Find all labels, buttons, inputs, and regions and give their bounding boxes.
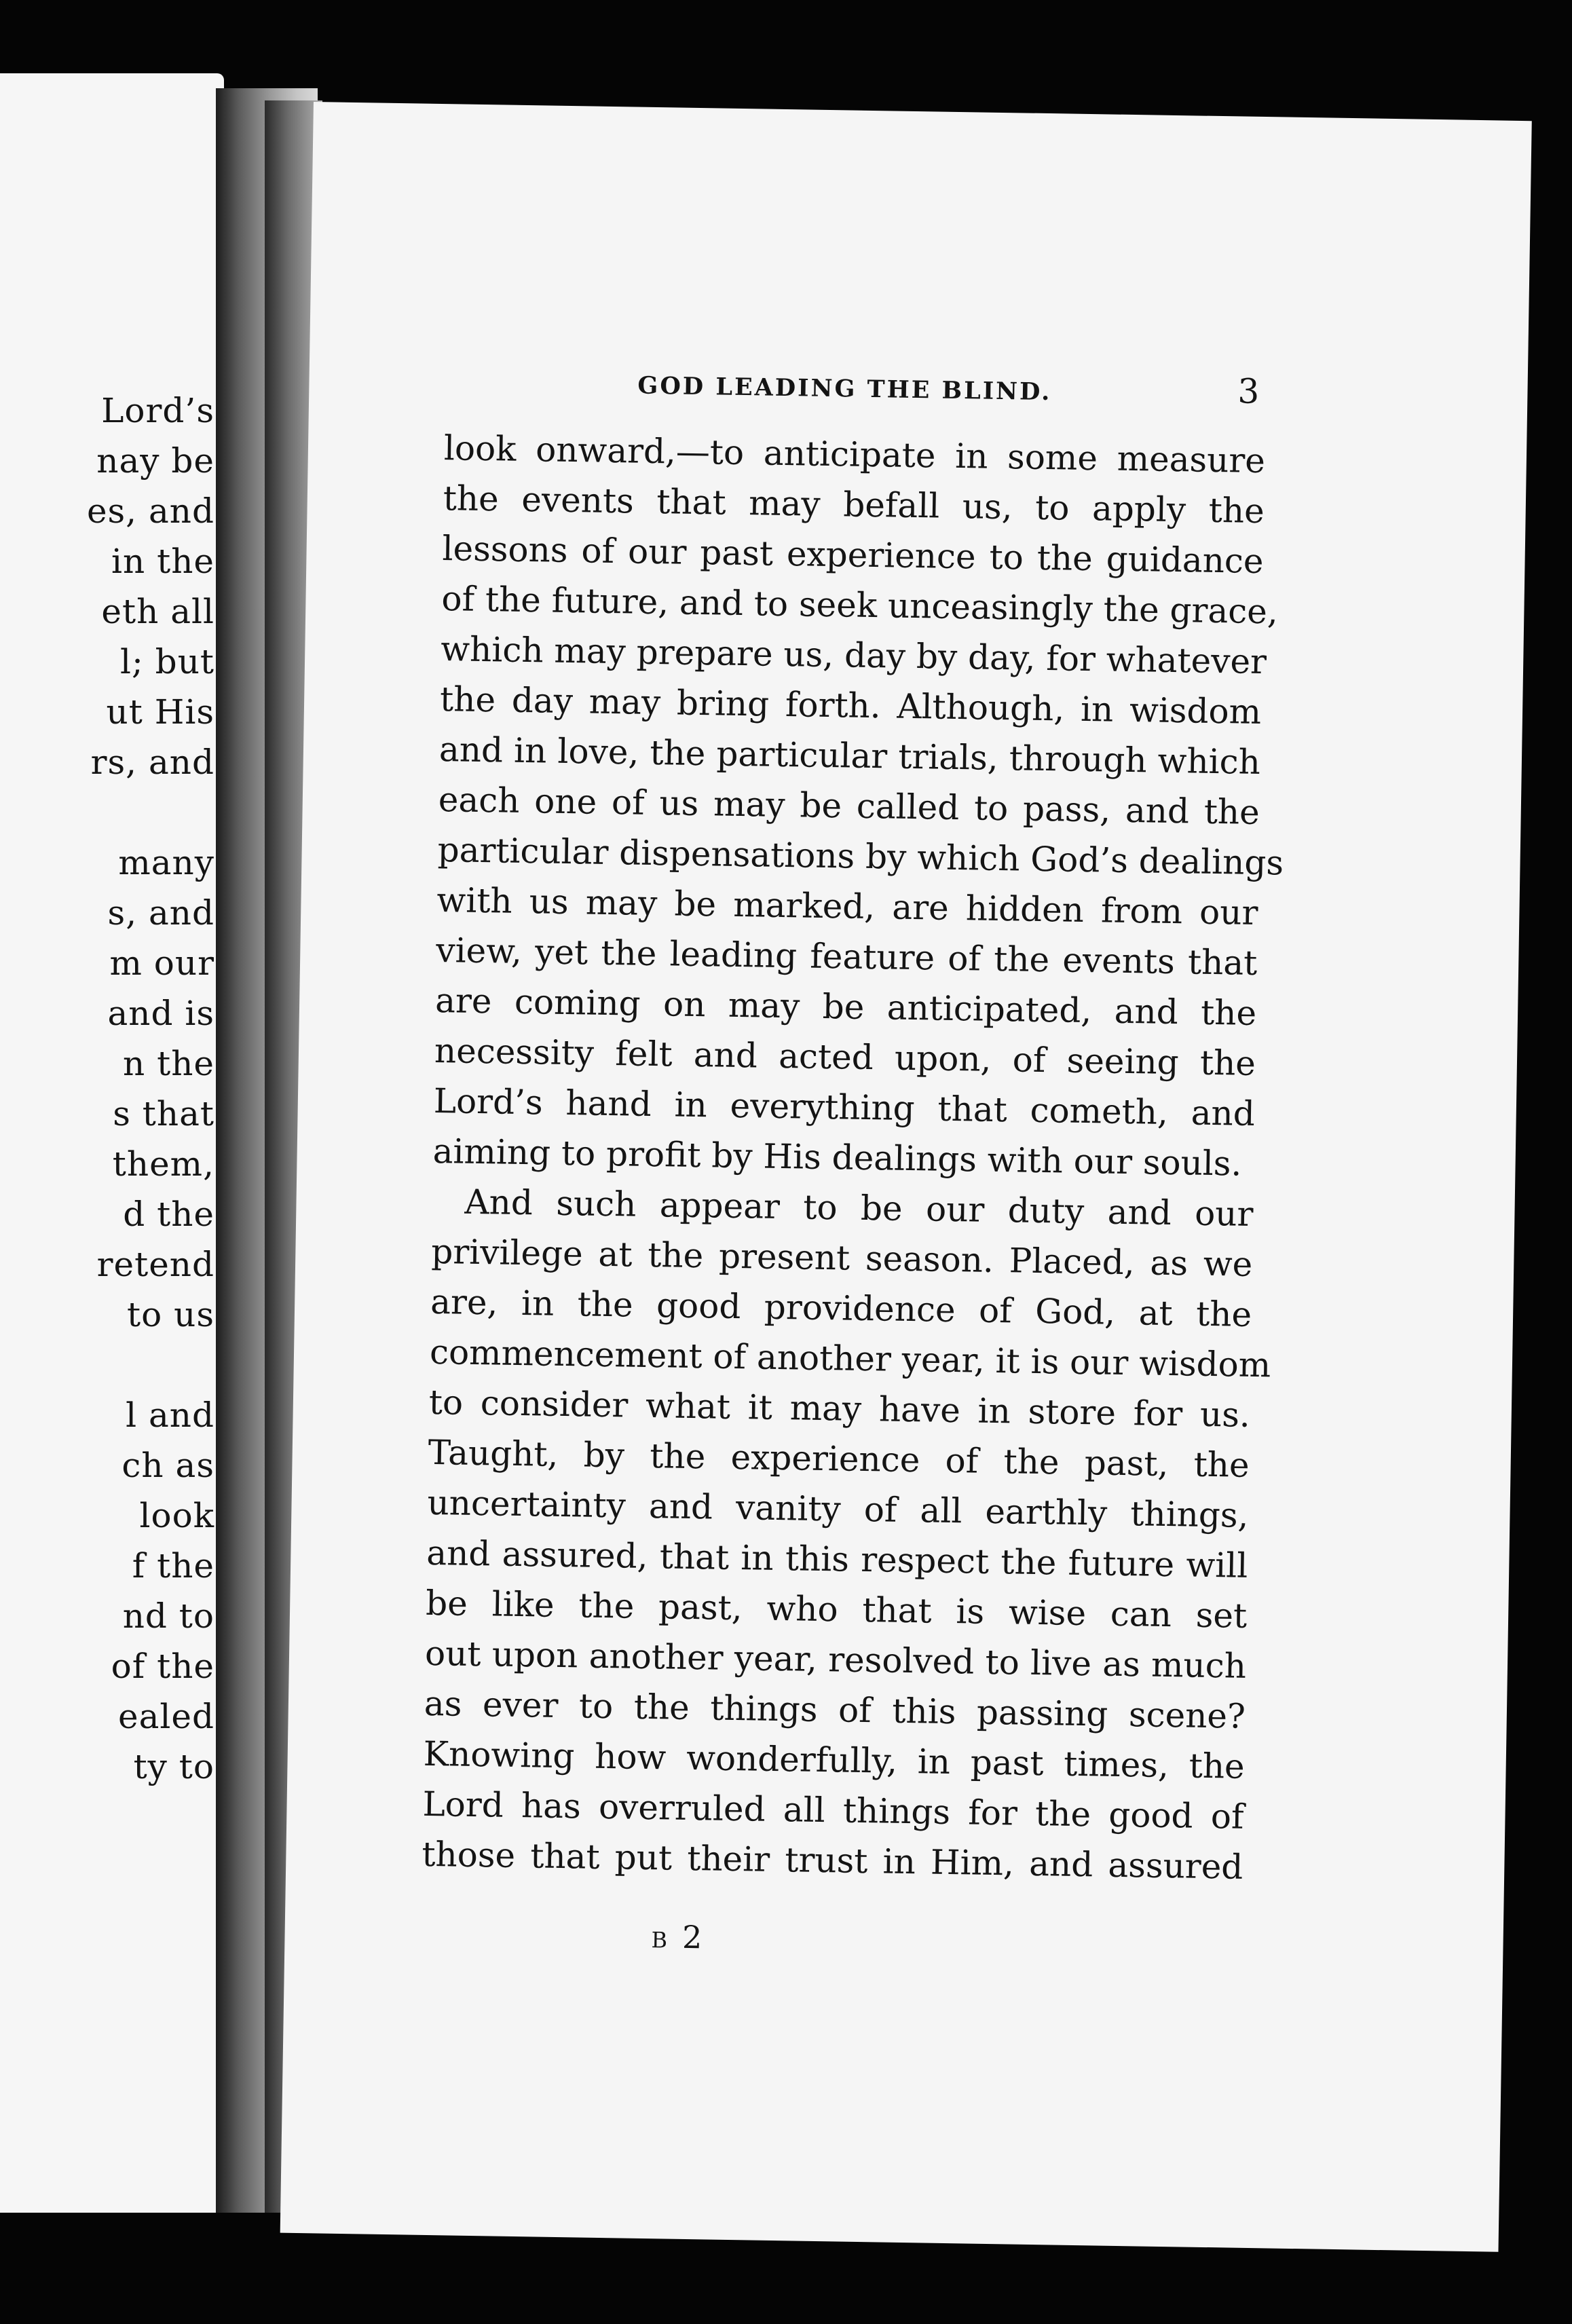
left-page-line: l and xyxy=(126,1395,214,1435)
text-line: and assured, that in this respect the future will xyxy=(426,1533,1248,1586)
text-line: look onward,—to anticipate in some measure xyxy=(443,428,1266,481)
text-line: the day may bring forth. Although, in wisdom xyxy=(439,679,1262,732)
left-page-line: nd to xyxy=(122,1596,214,1636)
signature-number: 2 xyxy=(681,1918,703,1956)
left-page-line: ch as xyxy=(121,1446,214,1485)
text-line: as ever to the things of this passing scene? xyxy=(424,1683,1246,1736)
text-line: the events that may befall us, to apply the xyxy=(443,479,1265,531)
left-page-line: many xyxy=(118,843,214,882)
text-line: Taught, by the experience of the past, the xyxy=(428,1432,1250,1485)
left-page-line: m our xyxy=(109,943,214,983)
text-line: are, in the good providence of God, at the xyxy=(430,1281,1252,1334)
text-line: Lord has overruled all things for the good of xyxy=(422,1784,1244,1837)
page-header xyxy=(309,353,1528,433)
left-page-line: s, and xyxy=(107,893,214,933)
text-line: are coming on may be anticipated, and the xyxy=(434,980,1257,1033)
text-line: out upon another year, resolved to live as much xyxy=(424,1633,1247,1686)
left-page-line: look xyxy=(139,1496,214,1535)
text-line: those that put their trust in Him, and assured xyxy=(422,1834,1243,1887)
left-page-line: them, xyxy=(112,1144,214,1184)
left-page-line: n the xyxy=(123,1044,214,1083)
left-page-line: eth all xyxy=(101,592,214,631)
left-page-line: ty to xyxy=(133,1747,214,1786)
left-page-line: ut His xyxy=(106,692,214,732)
text-line: necessity felt and acted upon, of seeing the xyxy=(434,1030,1256,1083)
signature-mark xyxy=(651,1918,703,1955)
text-line: of the future, and to seek unceasingly the grace, xyxy=(441,579,1279,632)
left-page-line: Lord’s xyxy=(101,391,214,430)
right-page xyxy=(280,102,1532,2252)
text-line: to consider what it may have in store for us. xyxy=(428,1382,1251,1435)
text-line: which may prepare us, day by day, for whatever xyxy=(440,629,1267,682)
running-head: GOD LEADING THE BLIND. xyxy=(637,371,1052,407)
left-page-line: and is xyxy=(107,994,214,1033)
text-line: aiming to profit by His dealings with our souls. xyxy=(432,1131,1242,1184)
text-line: Knowing how wonderfully, in past times, the xyxy=(423,1733,1246,1786)
text-line: commencement of another year, it is our wisdom xyxy=(429,1332,1271,1385)
body-text xyxy=(422,423,1284,1892)
left-page-line: in the xyxy=(111,542,214,581)
left-page-line: rs, and xyxy=(90,743,214,782)
text-line: with us may be marked, are hidden from our xyxy=(436,880,1258,933)
text-line: be like the past, who that is wise can set xyxy=(425,1583,1248,1636)
left-page-line: l; but xyxy=(119,642,214,681)
text-line: privilege at the present season. Placed, as we xyxy=(430,1231,1253,1284)
text-line: lessons of our past experience to the guidance xyxy=(442,529,1264,582)
left-page-line: to us xyxy=(127,1295,214,1334)
page-number: 3 xyxy=(1237,371,1260,411)
left-page-line: es, and xyxy=(86,491,214,531)
left-page-line: retend xyxy=(96,1245,214,1284)
text-line: particular dispensations by which God’s dealings xyxy=(437,830,1284,883)
left-page-line: nay be xyxy=(96,441,214,481)
left-page xyxy=(0,73,224,2213)
left-page-line: d the xyxy=(123,1195,214,1234)
left-page-line: s that xyxy=(113,1094,214,1133)
signature-letter: B xyxy=(651,1927,668,1953)
left-page-line: f the xyxy=(132,1546,214,1586)
text-line: and in love, the particular trials, through which xyxy=(438,730,1261,783)
text-line: each one of us may be called to pass, and the xyxy=(438,780,1260,833)
text-line: Lord’s hand in everything that cometh, and xyxy=(433,1081,1256,1133)
text-line: view, yet the leading feature of the events that xyxy=(435,930,1258,983)
left-page-line: ealed xyxy=(118,1697,214,1736)
text-line: And such appear to be our duty and our xyxy=(464,1182,1254,1234)
text-line: uncertainty and vanity of all earthly things, xyxy=(427,1482,1249,1535)
left-page-line: of the xyxy=(111,1647,214,1686)
